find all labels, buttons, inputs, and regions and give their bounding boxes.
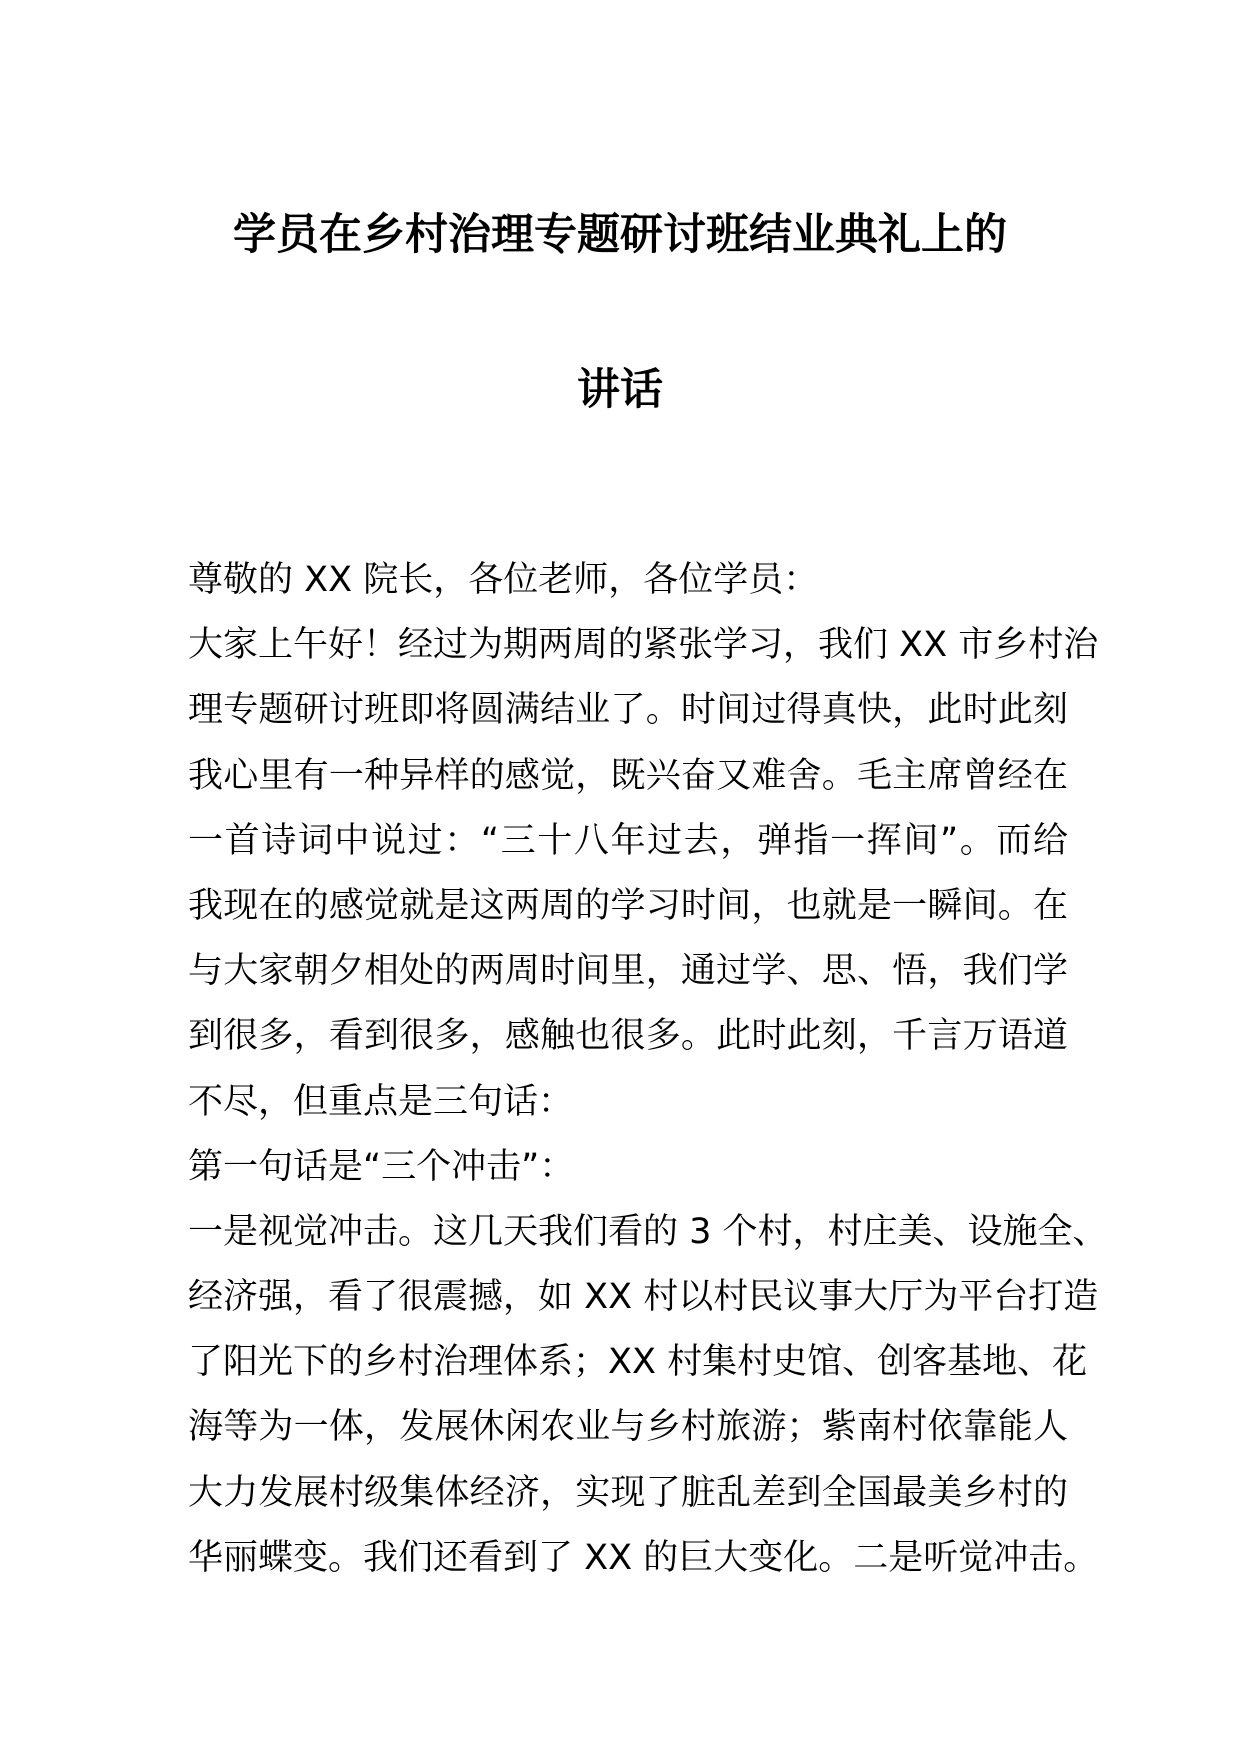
body-line: 不尽，但重点是三句话： bbox=[188, 1081, 574, 1122]
body-line: 大家上午好！经过为期两周的紧张学习，我们 XX 市乡村治 bbox=[188, 625, 1099, 666]
body-line: 与大家朝夕相处的两周时间里，通过学、思、悟，我们学 bbox=[188, 951, 1068, 992]
body-line: 大力发展村级集体经济，实现了脏乱差到全国最美乡村的 bbox=[188, 1472, 1068, 1513]
body-line: 第一句话是“三个冲击”： bbox=[188, 1146, 575, 1187]
body-line: 我心里有一种异样的感觉，既兴奋又难舍。毛主席曾经在 bbox=[188, 755, 1068, 796]
document-title-line-2: 讲话 bbox=[577, 365, 663, 415]
body-line: 尊敬的 XX 院长，各位老师，各位学员： bbox=[188, 560, 819, 600]
body-line: 我现在的感觉就是这两周的学习时间，也就是一瞬间。在 bbox=[188, 885, 1068, 926]
body-line: 海等为一体，发展休闲农业与乡村旅游；紫南村依靠能人 bbox=[188, 1407, 1068, 1448]
body-line: 一首诗词中说过：“三十八年过去，弹指一挥间”。而给 bbox=[188, 820, 1068, 861]
body-line: 到很多，看到很多，感触也很多。此时此刻，千言万语道 bbox=[188, 1016, 1068, 1057]
body-line: 华丽蝶变。我们还看到了 XX 的巨大变化。二是听觉冲击。 bbox=[188, 1537, 1099, 1578]
body-line: 了阳光下的乡村治理体系；XX 村集村史馆、创客基地、花 bbox=[188, 1342, 1088, 1383]
body-line: 经济强，看了很震撼，如 XX 村以村民议事大厅为平台打造 bbox=[188, 1277, 1099, 1318]
body-line: 理专题研讨班即将圆满结业了。时间过得真快，此时此刻 bbox=[188, 690, 1068, 731]
document-title-line-1: 学员在乡村治理专题研讨班结业典礼上的 bbox=[233, 210, 1007, 260]
body-line: 一是视觉冲击。这几天我们看的 3 个村，村庄美、设施全、 bbox=[188, 1211, 1108, 1252]
document-body bbox=[188, 548, 1108, 1591]
